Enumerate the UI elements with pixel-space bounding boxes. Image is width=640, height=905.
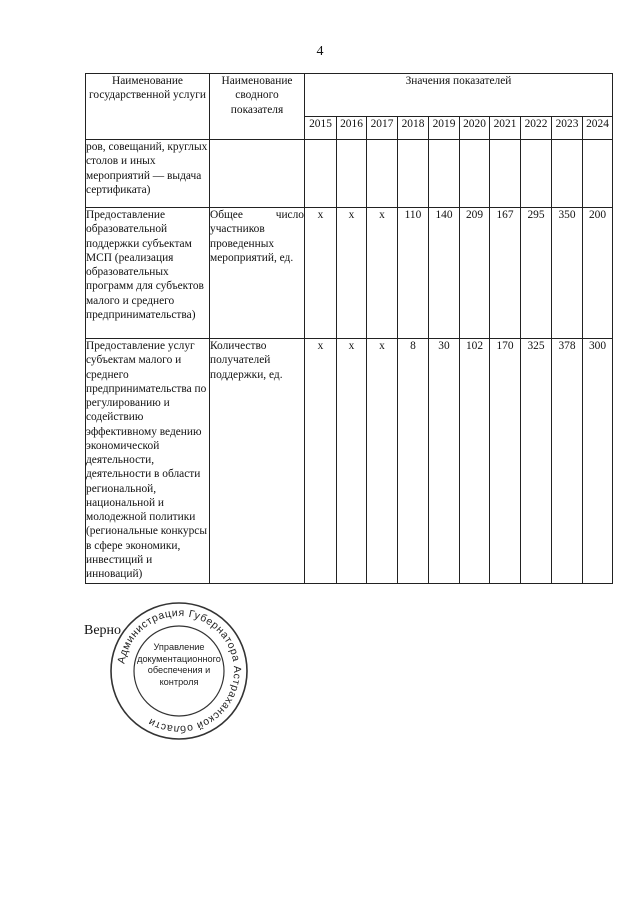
official-stamp <box>108 600 250 742</box>
value-cell: х <box>337 208 367 339</box>
value-cell: 325 <box>521 339 552 584</box>
value-cell <box>552 140 583 208</box>
service-cell: Предоставление образовательной поддержки субъектам МСП (реализация образовательных программ для субъектов малого и среднего предпринимательства) <box>86 208 210 339</box>
value-cell <box>521 140 552 208</box>
stamp-ring-text: Администрация Губернатора Астраханской области <box>115 606 244 736</box>
value-cell <box>305 140 337 208</box>
value-cell <box>583 140 613 208</box>
stamp-center-text: Управление документационного обеспечения и контроля <box>137 642 221 687</box>
summary-cell <box>210 140 305 208</box>
value-cell: 102 <box>460 339 490 584</box>
value-cell: 8 <box>398 339 429 584</box>
header-service: Наименование государственной услуги <box>86 74 210 140</box>
value-cell: 170 <box>490 339 521 584</box>
value-cell: х <box>367 208 398 339</box>
value-cell <box>490 140 521 208</box>
header-row <box>86 74 613 117</box>
value-cell: 209 <box>460 208 490 339</box>
header-year: 2019 <box>429 117 460 140</box>
value-cell: 167 <box>490 208 521 339</box>
header-year: 2022 <box>521 117 552 140</box>
header-year: 2015 <box>305 117 337 140</box>
value-cell: 300 <box>583 339 613 584</box>
value-cell <box>337 140 367 208</box>
value-cell: х <box>305 339 337 584</box>
table-row <box>86 208 613 339</box>
value-cell <box>460 140 490 208</box>
table-row <box>86 339 613 584</box>
value-cell: 30 <box>429 339 460 584</box>
header-year: 2024 <box>583 117 613 140</box>
value-cell: 140 <box>429 208 460 339</box>
value-cell: 200 <box>583 208 613 339</box>
value-cell: 110 <box>398 208 429 339</box>
header-year: 2017 <box>367 117 398 140</box>
value-cell: 295 <box>521 208 552 339</box>
value-cell: 378 <box>552 339 583 584</box>
header-values: Значения показателей <box>305 74 613 117</box>
certification-label: Верно <box>84 623 122 638</box>
page-number: 4 <box>316 44 324 59</box>
header-summary: Наименование сводного показателя <box>210 74 305 140</box>
header-year: 2020 <box>460 117 490 140</box>
value-cell <box>429 140 460 208</box>
summary-cell: Количество получателей поддержки, ед. <box>210 339 305 584</box>
value-cell: х <box>305 208 337 339</box>
table-row <box>86 140 613 208</box>
value-cell: х <box>337 339 367 584</box>
value-cell <box>398 140 429 208</box>
value-cell: 350 <box>552 208 583 339</box>
service-cell: ров, совещаний, круглых столов и иных мероприятий — выдача сертификата) <box>86 140 210 208</box>
value-cell: х <box>367 339 398 584</box>
service-cell: Предоставление услуг субъектам малого и среднего предпринимательства по регулированию и содействию эффективному ведению экономической деятельности, деятельности в области региональной, национальной и молодежной политики (региональные конкурсы в сфере экономики, инвестиций и инноваций) <box>86 339 210 584</box>
value-cell <box>367 140 398 208</box>
summary-cell: Общее число участников проведенных мероприятий, ед. <box>210 208 305 339</box>
header-year: 2018 <box>398 117 429 140</box>
header-year: 2023 <box>552 117 583 140</box>
indicators-table <box>85 73 613 584</box>
header-year: 2021 <box>490 117 521 140</box>
header-year: 2016 <box>337 117 367 140</box>
